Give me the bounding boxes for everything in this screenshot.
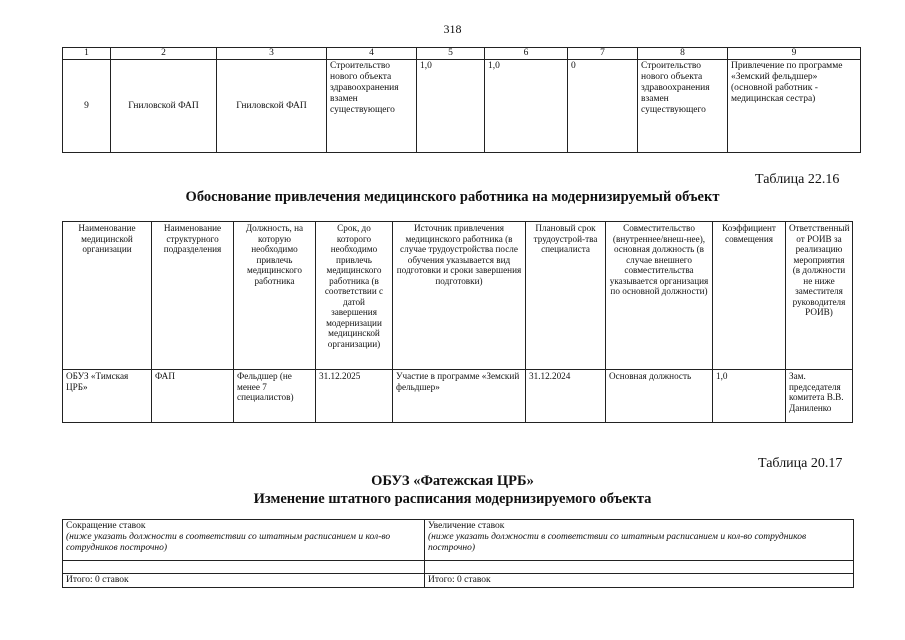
column-number: 6 [485,48,568,60]
page-number: 318 [443,22,462,36]
table-cell: Гниловской ФАП [111,60,217,153]
column-number: 3 [217,48,327,60]
table-cell: 31.12.2024 [526,370,606,423]
empty-cell [425,561,854,574]
reduction-total: Итого: 0 ставок [63,574,425,588]
table-cell: 9 [63,60,111,153]
reduction-cell [63,520,425,561]
continuation-table [62,47,861,153]
table-cell: 1,0 [713,370,786,423]
table-cell: 1,0 [417,60,485,153]
column-number: 2 [111,48,217,60]
table-cell: 0 [568,60,638,153]
table-cell: Гниловской ФАП [217,60,327,153]
table-cell: 31.12.2025 [316,370,393,423]
table-cell: Строительство нового объекта здравоохранения взамен существующего [327,60,417,153]
column-number: 9 [728,48,861,60]
table-cell: 1,0 [485,60,568,153]
table-cell: Участие в программе «Земский фельдшер» [393,370,526,423]
column-number-row [63,48,861,60]
table-cell: Зам. председателя комитета В.В. Даниленко [786,370,853,423]
column-header: Совместительство (внутреннее/внеш-нее), основная должность (в случае внешнего совместительства указывается организация по основной должности) [606,222,713,370]
column-header: Должность, на которую необходимо привлечь медицинского работника [234,222,316,370]
column-number: 8 [638,48,728,60]
reduction-note: (ниже указать должности в соответствии со штатным расписанием и кол-во сотрудников построчно) [66,532,391,553]
table-cell: Привлечение по программе «Земский фельдшер» (основной работник - медицинская сестра) [728,60,861,153]
table-caption: Таблица 22.16 [755,172,840,187]
section-title: Изменение штатного расписания модернизируемого объекта [253,491,652,507]
increase-total: Итого: 0 ставок [425,574,854,588]
empty-cell [63,561,425,574]
column-header: Коэффициент совмещения [713,222,786,370]
column-header: Источник привлечения медицинского работника (в случае трудоустройства после обучения указывается вид подготовки и сроки завершения подготовки) [393,222,526,370]
header-row [63,222,853,370]
increase-cell [425,520,854,561]
increase-heading: Увеличение ставок [428,521,505,531]
column-number: 7 [568,48,638,60]
column-number: 5 [417,48,485,60]
empty-row [63,561,854,574]
column-number: 4 [327,48,417,60]
organization-title: ОБУЗ «Фатежская ЦРБ» [371,473,534,489]
total-row [63,574,854,588]
table-cell: Строительство нового объекта здравоохранения взамен существующего [638,60,728,153]
table-row [63,60,861,153]
column-header: Наименование структурного подразделения [152,222,234,370]
staffing-table [62,519,854,588]
column-header: Ответственный от РОИВ за реализацию мероприятия (в должности не ниже заместителя руководителя РОИВ) [786,222,853,370]
table-cell: Основная должность [606,370,713,423]
table-cell: ОБУЗ «Тимская ЦРБ» [63,370,152,423]
table-row [63,370,853,423]
table-caption: Таблица 20.17 [758,456,843,471]
reduction-heading: Сокращение ставок [66,521,146,531]
header-row [63,520,854,561]
column-number: 1 [63,48,111,60]
column-header: Плановый срок трудоустрой-тва специалиста [526,222,606,370]
justification-table [62,221,853,423]
table-cell: Фельдшер (не менее 7 специалистов) [234,370,316,423]
column-header: Срок, до которого необходимо привлечь медицинского работника (в соответствии с датой завершения модернизации медицинской организации) [316,222,393,370]
column-header: Наименование медицинской организации [63,222,152,370]
table-cell: ФАП [152,370,234,423]
section-title: Обоснование привлечения медицинского работника на модернизируемый объект [185,189,720,205]
increase-note: (ниже указать должности в соответствии со штатным расписанием и кол-во сотрудников построчно) [428,532,807,553]
